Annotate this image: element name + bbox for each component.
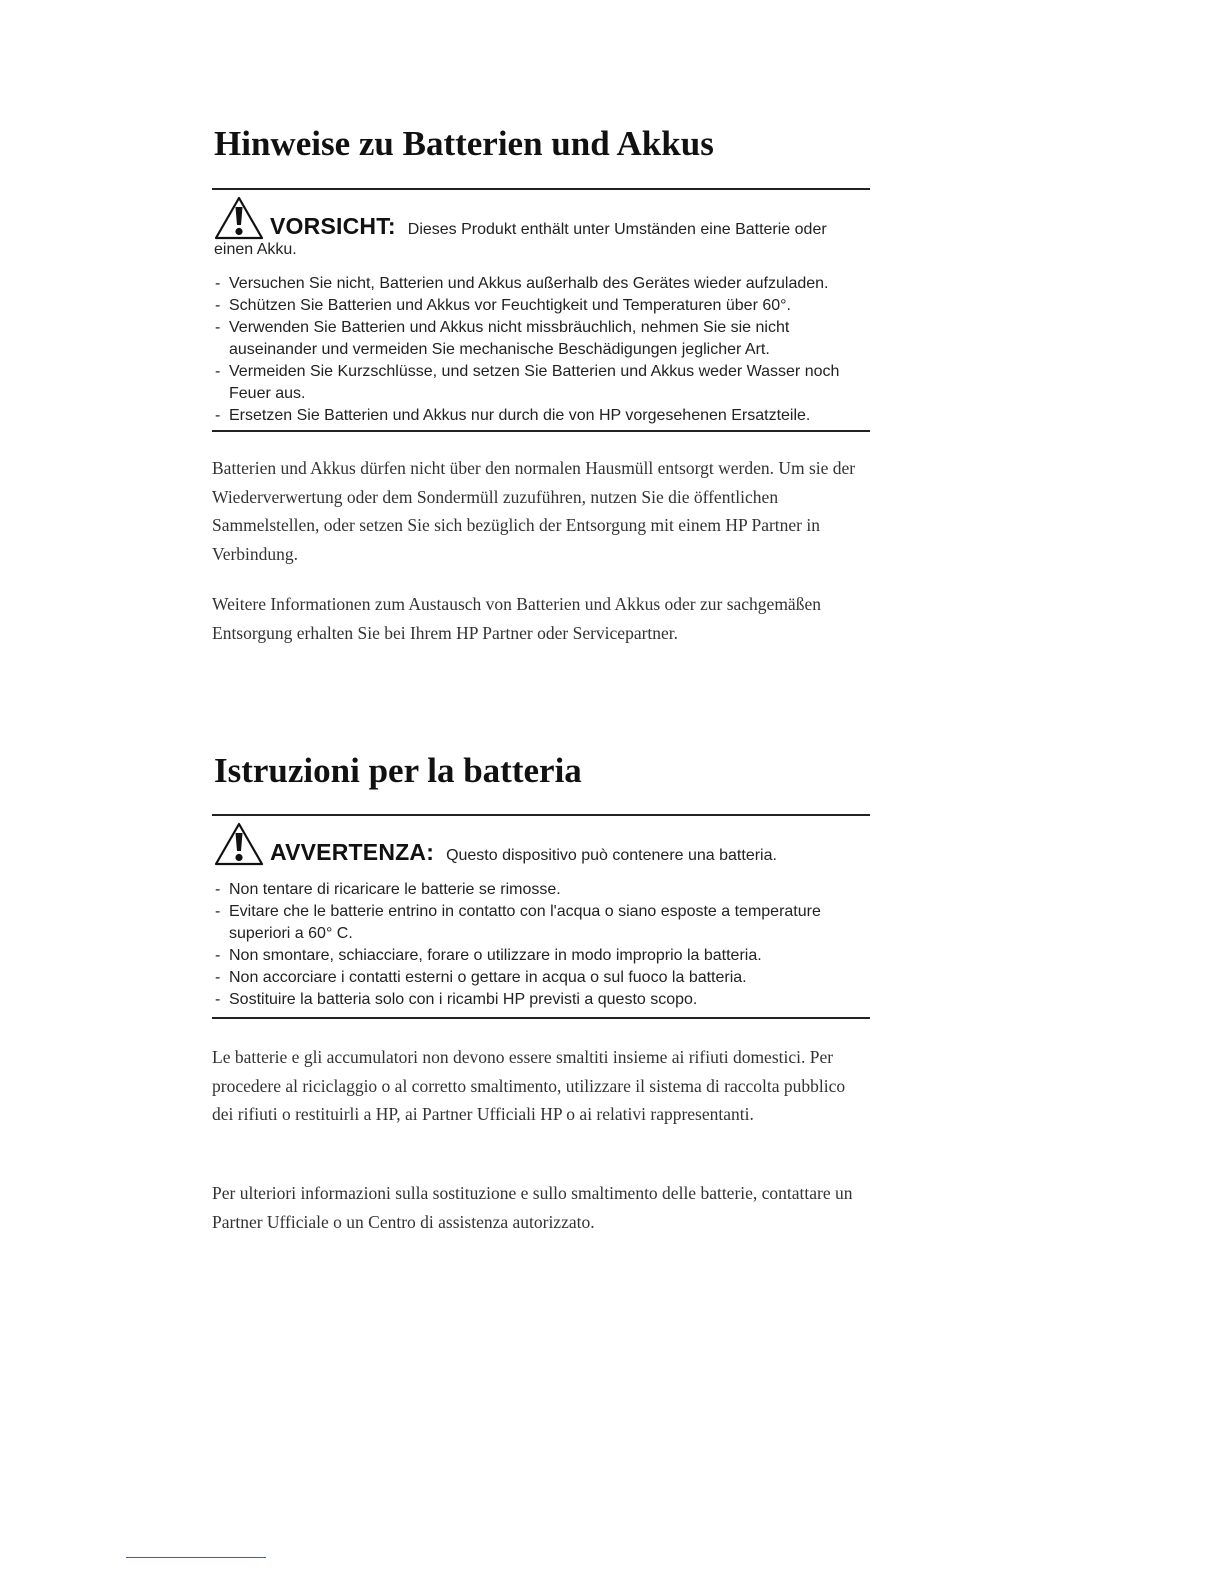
list-item: - Non accorciare i contatti esterni o gettare in acqua o sul fuoco la batteria. [214, 967, 864, 989]
list-item: - Schützen Sie Batterien und Akkus vor Feuchtigkeit und Temperaturen über 60°. [214, 295, 864, 317]
list-item: - Verwenden Sie Batterien und Akkus nicht missbräuchlich, nehmen Sie sie nicht auseinander und vermeiden Sie mechanische Beschädigungen jeglicher Art. [214, 317, 864, 361]
list-item: - Sostituire la batteria solo con i ricambi HP previsti a questo scopo. [214, 989, 864, 1011]
warning-text-continued: einen Akku. [214, 241, 297, 258]
warning-text: Questo dispositivo può contenere una batteria. [446, 847, 777, 864]
warning-list [214, 273, 864, 427]
disposal-paragraph: Le batterie e gli accumulatori non devono essere smaltiti insieme ai rifiuti domestici. Per procedere al riciclaggio o al corretto smaltimento, utilizzare il sistema di raccolta pubblico dei rifiuti o restituirli a HP, ai Partner Ufficiali HP o ai relativi rappresentanti. [212, 1047, 846, 1124]
list-item: - Non smontare, schiacciare, forare o utilizzare in modo improprio la batteria. [214, 945, 864, 967]
warning-box [212, 814, 870, 1019]
section-title: Hinweise zu Batterien und Akkus [214, 124, 714, 163]
warning-label: VORSICHT: [270, 213, 396, 239]
section-german [212, 124, 870, 643]
info-paragraph: Weitere Informationen zum Austausch von Batterien und Akkus oder zur sachgemäßen Entsorgung erhalten Sie bei Ihrem HP Partner oder Servicepartner. [212, 594, 821, 643]
warning-statement [214, 196, 827, 260]
list-item: - Versuchen Sie nicht, Batterien und Akkus außerhalb des Gerätes wieder aufzuladen. [214, 273, 864, 295]
list-item: - Evitare che le batterie entrino in contatto con l'acqua o siano esposte a temperature superiori a 60° C. [214, 901, 864, 945]
list-item: - Ersetzen Sie Batterien und Akkus nur durch die von HP vorgesehenen Ersatzteile. [214, 405, 864, 427]
list-item: - Vermeiden Sie Kurzschlüsse, und setzen Sie Batterien und Akkus weder Wasser noch Feuer aus. [214, 361, 864, 405]
warning-list [214, 879, 864, 1011]
warning-statement [214, 822, 777, 866]
disposal-paragraph: Batterien und Akkus dürfen nicht über den normalen Hausmüll entsorgt werden. Um sie der Wiederverwertung oder dem Sondermüll zuzuführen, nutzen Sie die öffentlichen Sammelstellen, oder setzen Sie sich bezüglich der Entsorgung mit einem HP Partner in Verbindung. [212, 458, 856, 564]
info-paragraph: Per ulteriori informazioni sulla sostituzione e sullo smaltimento delle batterie, contattare un Partner Ufficiale o un Centro di assistenza autorizzato. [212, 1183, 853, 1232]
list-item: - Non tentare di ricaricare le batterie se rimosse. [214, 879, 864, 901]
section-title: Istruzioni per la batteria [214, 751, 582, 790]
warning-triangle-icon [214, 822, 264, 866]
section-italian [212, 751, 870, 1232]
warning-box [212, 188, 870, 432]
warning-label: AVVERTENZA: [270, 839, 435, 865]
warning-text: Dieses Produkt enthält unter Umständen eine Batterie oder [407, 221, 827, 238]
footer-rule [126, 1557, 266, 1558]
warning-triangle-icon [214, 196, 264, 240]
